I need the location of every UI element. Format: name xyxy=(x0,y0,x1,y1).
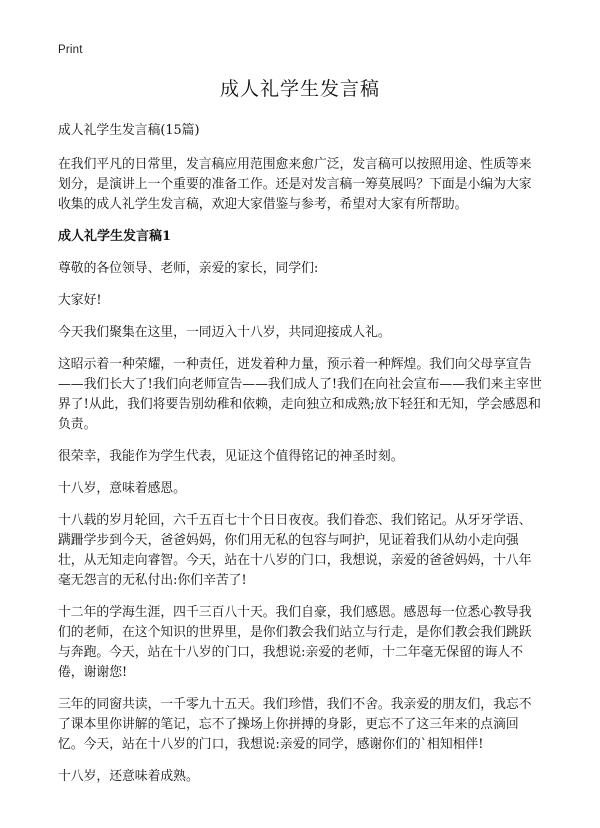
intro-paragraph: 在我们平凡的日常里，发言稿应用范围愈来愈广泛，发言稿可以按照用途、性质等来划分，是演讲上一个重要的准备工作。还是对发言稿一筹莫展吗？下面是小编为大家收集的成人礼学生发言稿，欢迎大家借鉴与参考，希望对大家有所帮助。 xyxy=(58,157,532,212)
document-title: 成人礼学生发言稿 xyxy=(219,78,380,100)
paragraph-parents: 十八载的岁月轮回，六千五百七十个日日夜夜。我们眷恋、我们铭记。从牙牙学语、蹒跚学步到今天，爸爸妈妈，你们用无私的包容与呵护，见证着我们从幼小走向强壮，从无知走向睿智。今天，站在十八岁的门口，我想说，亲爱的爸爸妈妈，十八年毫无怨言的无私付出:你们辛苦了! xyxy=(58,513,532,588)
paragraph-greeting: 尊敬的各位领导、老师，亲爱的家长，同学们: xyxy=(58,261,319,276)
paragraph-hello: 大家好! xyxy=(58,293,102,308)
paragraph-classmates: 三年的同窗共读，一千零九十五天。我们珍惜，我们不舍。我亲爱的朋友们，我忘不了课本里你讲解的笔记，忘不了操场上你拼搏的身影，更忘不了这三年来的点滴回忆。今天，站在十八岁的门口，我想说:亲爱的同学，感谢你们的`相知相伴! xyxy=(58,697,532,752)
paragraph-gathering: 今天我们聚集在这里，一同迈入十八岁，共同迎接成人礼。 xyxy=(58,325,391,340)
section-heading: 成人礼学生发言稿1 xyxy=(58,229,172,244)
paragraph-teachers: 十二年的学海生涯，四千三百八十天。我们自豪，我们感恩。感恩每一位悉心教导我们的老师，在这个知识的世界里，是你们教会我们站立与行走，是你们教会我们跳跃与奔跑。今天，站在十八岁的门口，我想说:亲爱的老师，十二年毫无保留的诲人不倦，谢谢您! xyxy=(58,605,532,680)
paragraph-maturity: 十八岁，还意味着成熟。 xyxy=(58,769,199,784)
paragraph-gratitude: 十八岁，意味着感恩。 xyxy=(58,481,186,496)
paragraph-representative: 很荣幸，我能作为学生代表，见证这个值得铭记的神圣时刻。 xyxy=(58,449,404,464)
print-label: Print xyxy=(58,44,83,56)
paragraph-honor: 这昭示着一种荣耀，一种责任，迸发着种力量，预示着一种辉煌。我们向父母享宣告——我们长大了!我们向老师宣告——我们成人了!我们在向社会宣布——我们来主宰世界了!从此，我们将要告别幼稚和依赖，走向独立和成熟;放下轻狂和无知，学会感恩和负责。 xyxy=(58,357,542,432)
document-subtitle: 成人礼学生发言稿(15篇) xyxy=(58,123,200,138)
